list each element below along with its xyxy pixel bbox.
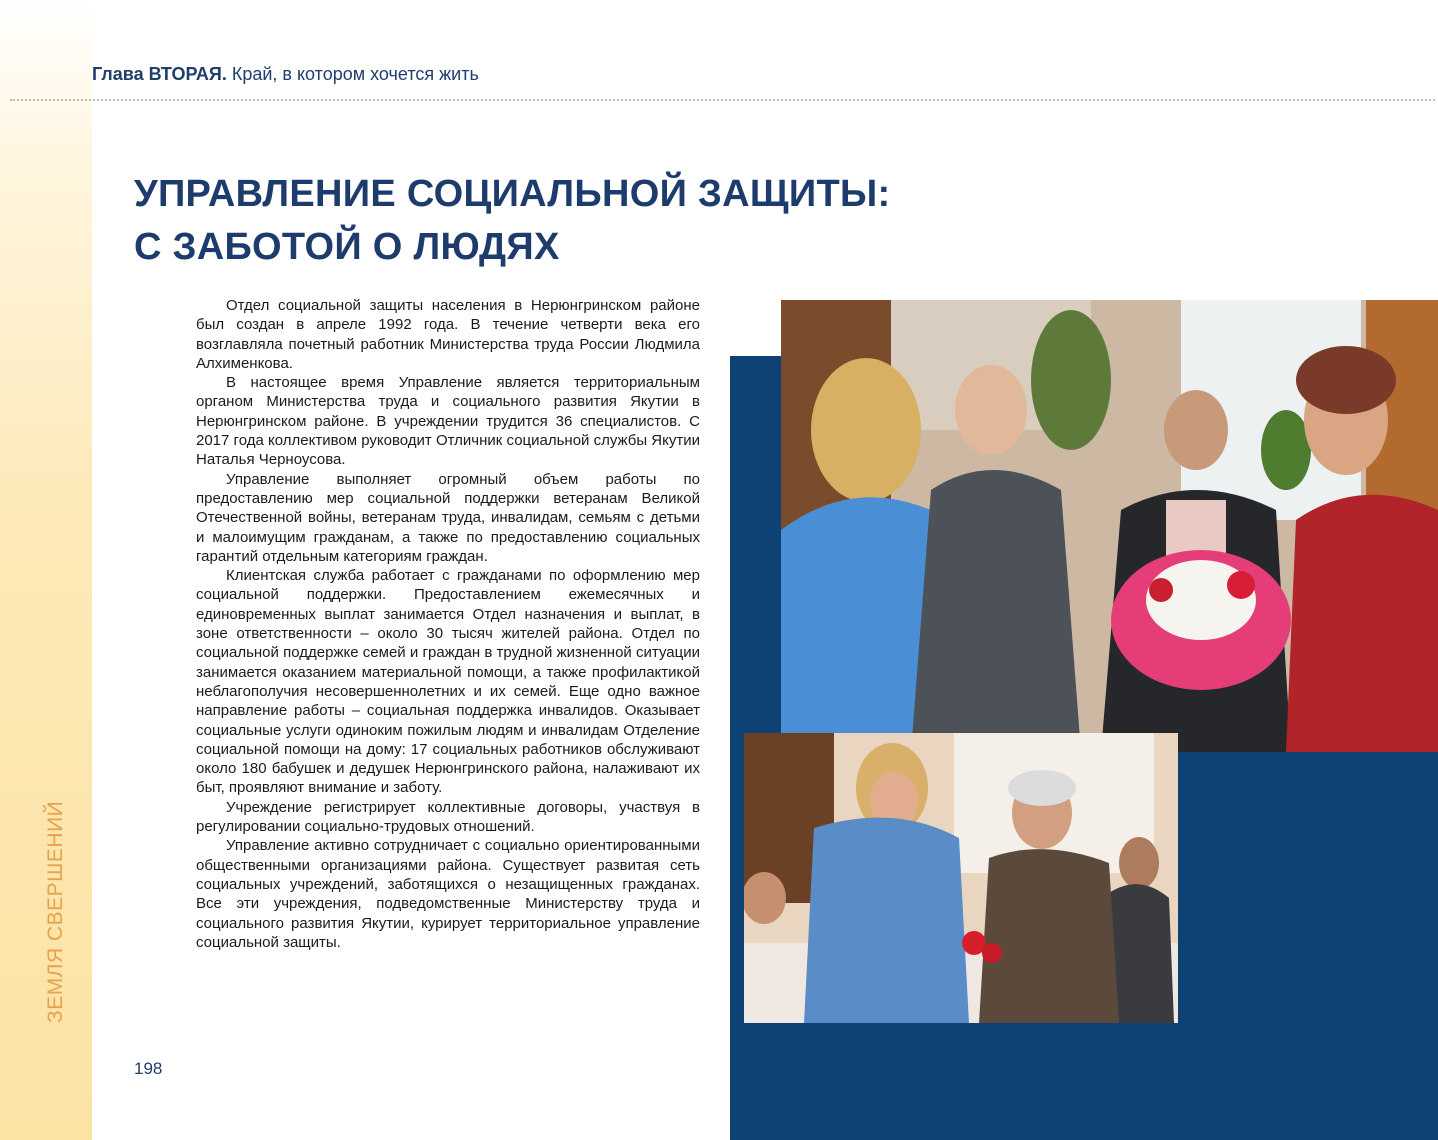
paragraph: Управление выполняет огромный объем работы по предоставлению мер социальной поддержки ветеранам Великой Отечественной войны, ветеранам труда, инвалидам, семьям с детьми и малоимущим гражданам, а также по предоставлению социальных гарантий отдельным категориям граждан. (196, 470, 700, 565)
running-header (92, 64, 479, 85)
title-line-1: УПРАВЛЕНИЕ СОЦИАЛЬНОЙ ЗАЩИТЫ: (134, 173, 891, 215)
article-body (196, 296, 700, 952)
side-vertical-label: ЗЕМЛЯ СВЕРШЕНИЙ (44, 800, 67, 1023)
paragraph: В настоящее время Управление является территориальным органом Министерства труда и социального развития Якутии в Нерюнгринском районе. В учреждении трудится 36 специалистов. С 2017 года коллективом руководит Отличник социальной службы Якутии Наталья Черноусова. (196, 374, 700, 469)
paragraph: Клиентская служба работает с гражданами по оформлению мер социальной поддержки. Предоставлением ежемесячных и единовременных выплат занимается Отдел назначения и выплат, в зоне ответственности – около 30 тысяч жителей района. Отдел по социальной поддержке семей и граждан в трудной жизненной ситуации занимается оказанием материальной помощи, а также профилактикой неблагополучия несовершеннолетних и их семей. Еще одно важное направление работы – социальная поддержка инвалидов. Оказывает социальные услуги одиноким пожилым людям и инвалидам Отделение социальной помощи на дому: 17 социальных работников обслуживают около 180 бабушек и дедушек Нерюнгринского района, налаживают их быт, проявляют внимание и заботу. (196, 567, 700, 797)
paragraph: Учреждение регистрирует коллективные договоры, участвуя в регулировании социально-трудовых отношений. (196, 798, 700, 836)
group-photo (781, 300, 1438, 752)
meeting-photo (744, 733, 1178, 1023)
chapter-subtitle: Край, в котором хочется жить (231, 64, 479, 84)
paragraph: Отдел социальной защиты населения в Нерюнгринском районе был создан в апреле 1992 года. В течение четверти века его возглавляла почетный работник Министерства труда России Людмила Алхименкова. (196, 297, 700, 372)
page-number: 198 (134, 1059, 163, 1078)
paragraph: Управление активно сотрудничает с социально ориентированными общественными организациями района. Существует развитая сеть социальных учреждений, заботящихся о незащищенных гражданах. Все эти учреждения, подведомственные Министерству труда и социального развития Якутии, курирует территориальное управление социальной защиты. (196, 837, 700, 951)
chapter-label: Глава ВТОРАЯ. (92, 64, 227, 84)
title-line-2: С ЗАБОТОЙ О ЛЮДЯХ (134, 226, 560, 268)
article-title (134, 168, 891, 274)
header-dotted-divider (10, 99, 1435, 101)
